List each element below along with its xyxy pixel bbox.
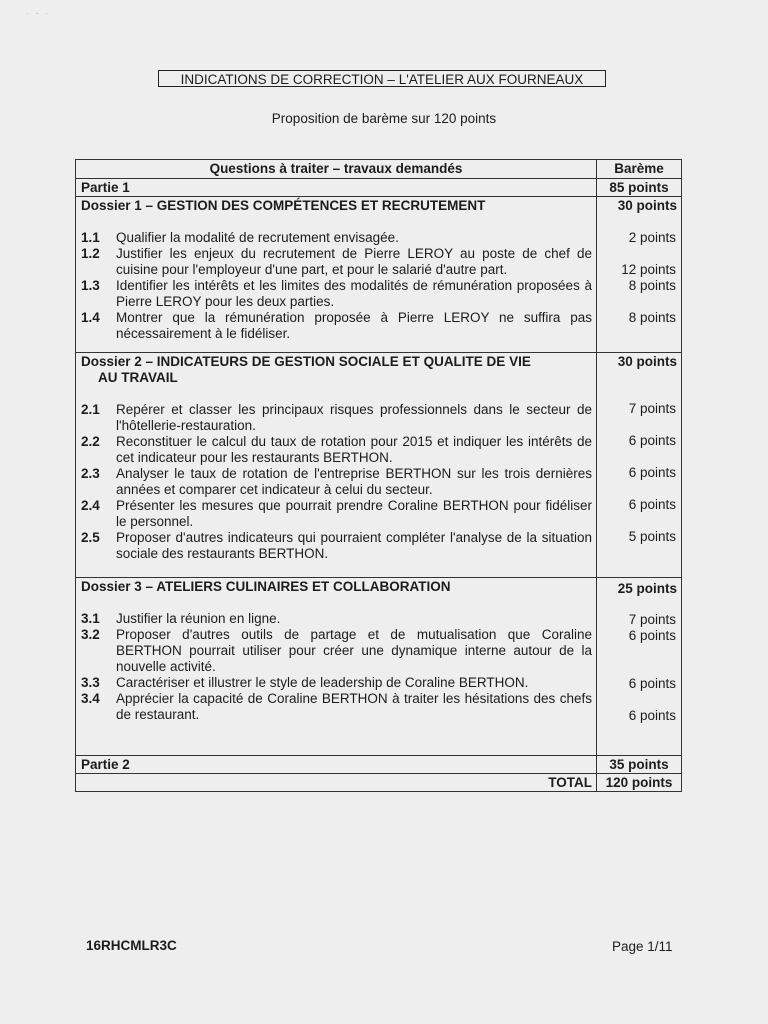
points-3-1: 7 points	[628, 612, 676, 627]
total-label: TOTAL	[76, 774, 597, 792]
dossier2-points-column	[597, 353, 682, 578]
partie1-points: 85 points	[597, 179, 682, 197]
page-subtitle: Proposition de barème sur 120 points	[271, 111, 497, 126]
dossier3-questions	[76, 611, 596, 723]
question-1-3: 1.3 Identifier les intérêts et les limites des modalités de rémunération proposées à Pierre LEROY pour les deux parties.	[81, 278, 592, 309]
points-3-2: 6 points	[628, 628, 676, 643]
points-2-2: 6 points	[628, 433, 676, 448]
dossier2-row	[76, 353, 682, 578]
question-2-4: 2.4 Présenter les mesures que pourrait prendre Coraline BERTHON pour fidéliser le personnel.	[81, 498, 592, 529]
question-3-2: 3.2 Proposer d'autres outils de partage et de mutualisation que Coraline BERTHON pourrait utiliser pour créer une dynamique interne autour de la nouvelle activité.	[81, 627, 592, 674]
question-2-5: 2.5 Proposer d'autres indicateurs qui pourraient compléter l'analyse de la situation sociale des restaurants BERTHON.	[81, 530, 592, 561]
dossier1-content	[76, 197, 597, 353]
page-title: INDICATIONS DE CORRECTION – L'ATELIER AUX FOURNEAUX	[158, 70, 606, 87]
points-3-3: 6 points	[628, 676, 676, 691]
dossier3-points-column	[597, 578, 682, 756]
total-points: 120 points	[597, 774, 682, 792]
question-1-1: 1.1 Qualifier la modalité de recrutement envisagée.	[81, 230, 399, 245]
question-1-2: 1.2 Justifier les enjeux du recrutement de Pierre LEROY au poste de chef de cuisine pour l'employeur d'une part, et pour le salarié d'autre part.	[81, 246, 592, 277]
points-2-1: 7 points	[628, 401, 676, 416]
dossier2-content	[76, 353, 597, 578]
dossier3-title: Dossier 3 – ATELIERS CULINAIRES ET COLLABORATION	[81, 579, 451, 594]
points-2-4: 6 points	[628, 497, 676, 512]
points-1-4: 8 points	[628, 310, 676, 325]
grading-table	[75, 159, 682, 792]
dossier2-points: 30 points	[617, 354, 677, 369]
question-2-2: 2.2 Reconstituer le calcul du taux de rotation pour 2015 et indiquer les intérêts de cet indicateur pour les restaurants BERTHON.	[81, 434, 592, 465]
dossier1-points: 30 points	[617, 198, 677, 213]
partie2-label: Partie 2	[76, 756, 597, 774]
dossier3-points: 25 points	[617, 581, 677, 596]
partie2-row	[76, 756, 682, 774]
column-header-questions: Questions à traiter – travaux demandés	[76, 160, 597, 179]
points-3-4: 6 points	[628, 708, 676, 723]
points-1-2: 12 points	[621, 262, 676, 277]
dossier2-questions	[76, 402, 596, 562]
dossier1-points-column	[597, 197, 682, 353]
dossier1-questions	[76, 230, 596, 342]
table-header-row	[76, 160, 682, 179]
partie1-label: Partie 1	[76, 179, 597, 197]
page-number: Page 1/11	[612, 939, 673, 954]
question-1-4: 1.4 Montrer que la rémunération proposée à Pierre LEROY ne suffira pas nécessairement à le fidéliser.	[81, 310, 592, 341]
question-3-4: 3.4 Apprécier la capacité de Coraline BERTHON à traiter les hésitations des chefs de restaurant.	[81, 691, 592, 722]
question-3-1: 3.1 Justifier la réunion en ligne.	[81, 611, 281, 626]
dossier2-title-line1: Dossier 2 – INDICATEURS DE GESTION SOCIALE ET QUALITE DE VIE	[81, 354, 531, 369]
dossier2-title-line2: AU TRAVAIL	[98, 370, 178, 385]
points-1-1: 2 points	[628, 230, 676, 245]
question-2-1: 2.1 Repérer et classer les principaux risques professionnels dans le secteur de l'hôtellerie-restauration.	[81, 402, 592, 433]
partie2-points: 35 points	[597, 756, 682, 774]
points-1-3: 8 points	[628, 278, 676, 293]
column-header-bareme: Barème	[597, 160, 682, 179]
dossier2-title	[76, 353, 596, 386]
dossier1-title: Dossier 1 – GESTION DES COMPÉTENCES ET RECRUTEMENT	[81, 198, 486, 213]
points-2-5: 5 points	[628, 529, 676, 544]
dossier3-row	[76, 578, 682, 756]
scan-artifact: · ‑ ·	[26, 8, 50, 18]
dossier1-row	[76, 197, 682, 353]
question-2-3: 2.3 Analyser le taux de rotation de l'entreprise BERTHON sur les trois dernières années et comparer cet indicateur à celui du secteur.	[81, 466, 592, 497]
document-code: 16RHCMLR3C	[86, 938, 177, 953]
partie1-row	[76, 179, 682, 197]
dossier3-content	[76, 578, 597, 756]
total-row	[76, 774, 682, 792]
points-2-3: 6 points	[628, 465, 676, 480]
question-3-3: 3.3 Caractériser et illustrer le style de leadership de Coraline BERTHON.	[81, 675, 529, 690]
